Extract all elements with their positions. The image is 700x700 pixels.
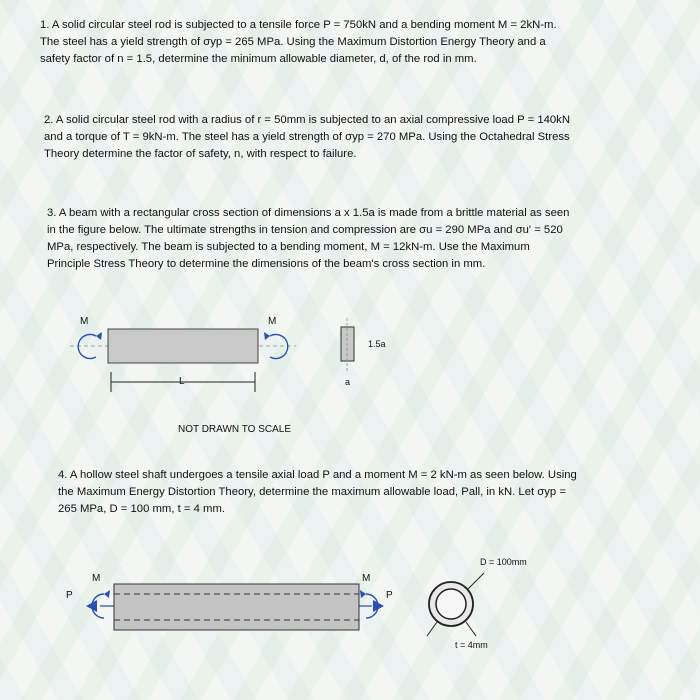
fig3-moment-left-label: M <box>80 316 89 327</box>
moment-arrowhead-4-right-icon <box>360 590 366 598</box>
moment-arrowhead-right-icon <box>264 332 270 340</box>
fig3-width-label: a <box>345 377 351 387</box>
thickness-leader-left <box>427 622 437 636</box>
moment-arrowhead-left-icon <box>96 332 102 340</box>
fig4-moment-left-label: M <box>92 573 101 584</box>
thickness-leader-right <box>466 622 476 636</box>
fig4-moment-right-label: M <box>362 573 371 584</box>
problem-1-line-3: safety factor of n = 1.5, determine the minimum allowable diameter, d, of the rod in mm. <box>40 53 477 65</box>
fig4-load-left-label: P <box>66 590 73 601</box>
problem-3-line-2: in the figure below. The ultimate strengths in tension and compression are σu = 290 MPa and σu' = 520 <box>47 224 563 236</box>
problem-4-line-2: the Maximum Energy Distortion Theory, determine the maximum allowable load, Pall, in kN. Let σyp = <box>58 486 566 498</box>
hollow-section-inner <box>436 589 466 619</box>
fig4-diameter-label: D = 100mm <box>480 557 527 567</box>
problem-4-line-1: 4. A hollow steel shaft undergoes a tensile axial load P and a moment M = 2 kN-m as seen below. Using <box>58 469 577 481</box>
beam-rect <box>108 329 258 363</box>
shaft-rect <box>114 584 359 630</box>
moment-arrow-right-icon <box>270 335 288 359</box>
problem-1-line-2: The steel has a yield strength of σyp = 265 MPa. Using the Maximum Distortion Energy Theory and a <box>40 36 546 48</box>
problem-4 <box>58 467 577 518</box>
not-to-scale-note: NOT DRAWN TO SCALE <box>178 424 291 435</box>
moment-arrow-left-icon <box>78 335 96 359</box>
problem-3-line-3: MPa, respectively. The beam is subjected to a bending moment, M = 12kN-m. Use the Maximum <box>47 241 530 253</box>
problem-1-line-1: 1. A solid circular steel rod is subjected to a tensile force P = 750kN and a bending moment M = 2kN-m. <box>40 19 557 31</box>
fig4-load-right-label: P <box>386 590 393 601</box>
problem-2-line-3: Theory determine the factor of safety, n, with respect to failure. <box>44 148 357 160</box>
cross-section-rect <box>341 327 354 361</box>
diameter-leader <box>468 573 484 589</box>
fig3-height-label: 1.5a <box>368 339 386 349</box>
fig3-moment-right-label: M <box>268 316 277 327</box>
fig4-thickness-label: t = 4mm <box>455 640 488 650</box>
problem-3-line-1: 3. A beam with a rectangular cross section of dimensions a x 1.5a is made from a brittle material as seen <box>47 207 570 219</box>
moment-arrowhead-4-left-icon <box>104 590 110 598</box>
problem-3-line-4: Principle Stress Theory to determine the dimensions of the beam's cross section in mm. <box>47 258 486 270</box>
fig3-length-label: L <box>179 376 185 387</box>
problem-2-line-1: 2. A solid circular steel rod with a radius of r = 50mm is subjected to an axial compressive load P = 140kN <box>44 114 570 126</box>
problem-2-line-2: and a torque of T = 9kN-m. The steel has a yield strength of σyp = 270 MPa. Using the Octahedral Stress <box>44 131 570 143</box>
problem-4-line-3: 265 MPa, D = 100 mm, t = 4 mm. <box>58 503 226 515</box>
